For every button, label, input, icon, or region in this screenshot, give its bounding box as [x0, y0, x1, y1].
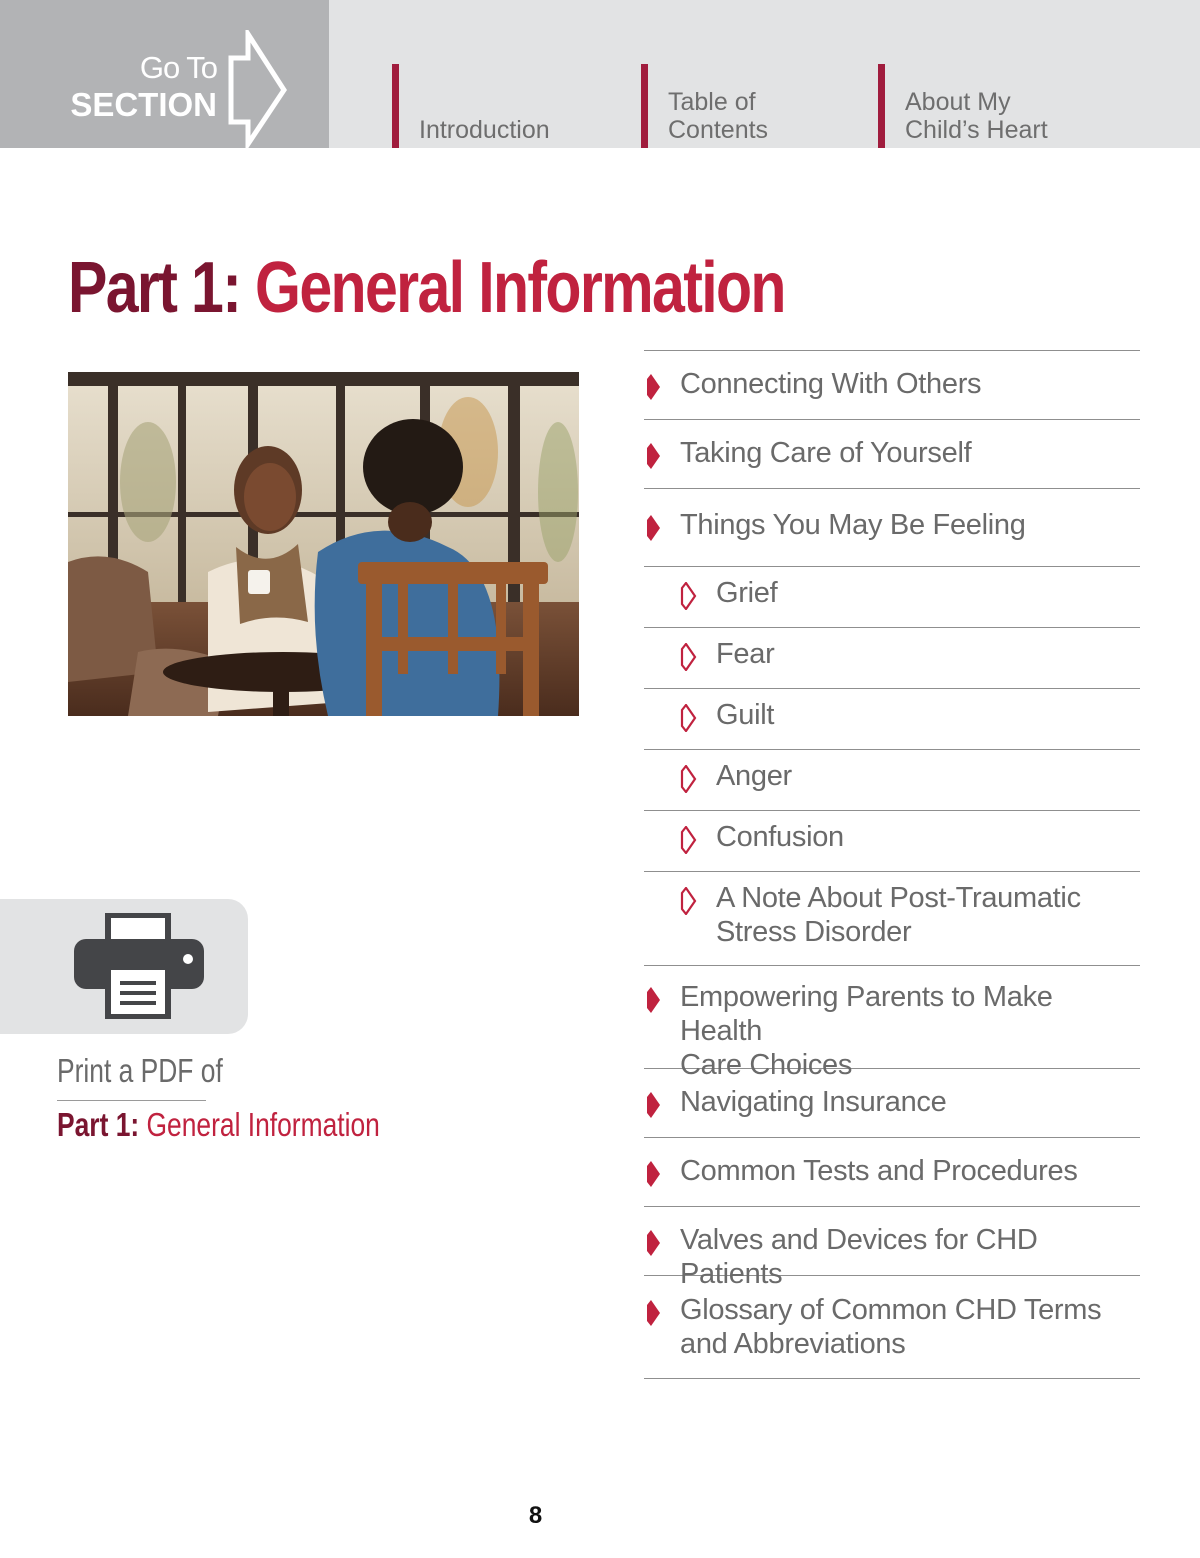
section-contents-list [644, 350, 1140, 1379]
toc-item-label: Fear [716, 638, 775, 670]
toc-item-label: Connecting With Others [680, 368, 982, 400]
outline-arrow-bullet-icon [679, 582, 697, 610]
cafe-conversation-photo [68, 372, 579, 716]
print-pdf-caption: Print a PDF of [57, 1052, 223, 1089]
toc-item[interactable] [644, 1069, 1140, 1138]
section-text: SECTION [70, 86, 217, 123]
toc-item[interactable] [644, 966, 1140, 1081]
toc-item[interactable] [644, 351, 1140, 420]
toc-item[interactable] [644, 1138, 1140, 1207]
page-title [68, 246, 785, 330]
toc-item-label: Anger [716, 760, 792, 792]
toc-item[interactable] [644, 420, 1140, 489]
filled-arrow-bullet-icon [644, 373, 662, 401]
print-pdf-part: Part 1: [57, 1106, 140, 1143]
filled-arrow-bullet-icon [644, 442, 662, 470]
right-arrow-icon [226, 30, 288, 148]
toc-item[interactable] [644, 489, 1140, 567]
print-divider [57, 1100, 206, 1101]
print-pdf-title: General Information [146, 1106, 380, 1143]
toc-item[interactable] [644, 567, 1140, 628]
outline-arrow-bullet-icon [679, 765, 697, 793]
outline-arrow-bullet-icon [679, 704, 697, 732]
outline-arrow-bullet-icon [679, 643, 697, 671]
tab-table-of-contents[interactable] [641, 64, 868, 148]
toc-item-label: A Note About Post-Traumatic Stress Disorder [716, 882, 1081, 948]
print-pdf-link[interactable] [57, 1106, 380, 1144]
toc-item-label: Things You May Be Feeling [680, 509, 1026, 541]
toc-item[interactable] [644, 1207, 1140, 1290]
go-to-text: Go To [139, 50, 217, 85]
go-to-section-panel [0, 0, 329, 148]
outline-arrow-bullet-icon [679, 826, 697, 854]
toc-item[interactable] [644, 628, 1140, 689]
toc-item-label: Taking Care of Yourself [680, 437, 972, 469]
tab-introduction-label: Introduction [419, 116, 550, 144]
toc-item-label: Confusion [716, 821, 844, 853]
toc-item-label: Valves and Devices for CHD Patients [680, 1224, 1038, 1290]
filled-arrow-bullet-icon [644, 1229, 662, 1257]
page-title-text: General Information [255, 248, 785, 328]
toc-item-label: Grief [716, 577, 778, 609]
toc-item[interactable] [644, 811, 1140, 872]
tab-about-my-childs-heart-label: About My Child’s Heart [905, 88, 1048, 144]
tab-table-of-contents-label: Table of Contents [668, 88, 769, 144]
outline-arrow-bullet-icon [679, 887, 697, 915]
go-to-section-label [70, 50, 217, 124]
filled-arrow-bullet-icon [644, 1160, 662, 1188]
toc-item-label: Common Tests and Procedures [680, 1155, 1078, 1187]
top-navigation [0, 0, 1200, 148]
toc-item-label: Guilt [716, 699, 775, 731]
page-title-part: Part 1: [68, 248, 241, 328]
toc-item-label: Empowering Parents to Make Health Care Choices [680, 981, 1053, 1081]
tab-introduction[interactable] [392, 64, 629, 148]
tab-about-my-childs-heart[interactable] [878, 64, 1125, 148]
filled-arrow-bullet-icon [644, 514, 662, 542]
printer-icon [72, 913, 206, 1019]
filled-arrow-bullet-icon [644, 1299, 662, 1327]
toc-item-label: Navigating Insurance [680, 1086, 947, 1118]
filled-arrow-bullet-icon [644, 986, 662, 1014]
toc-item[interactable] [644, 689, 1140, 750]
filled-arrow-bullet-icon [644, 1091, 662, 1119]
print-pdf-button[interactable] [0, 899, 248, 1034]
toc-item[interactable] [644, 872, 1140, 966]
toc-item[interactable] [644, 1276, 1140, 1379]
page-number: 8 [528, 1502, 543, 1529]
toc-item[interactable] [644, 750, 1140, 811]
toc-item-label: Glossary of Common CHD Terms and Abbreviations [680, 1294, 1102, 1360]
